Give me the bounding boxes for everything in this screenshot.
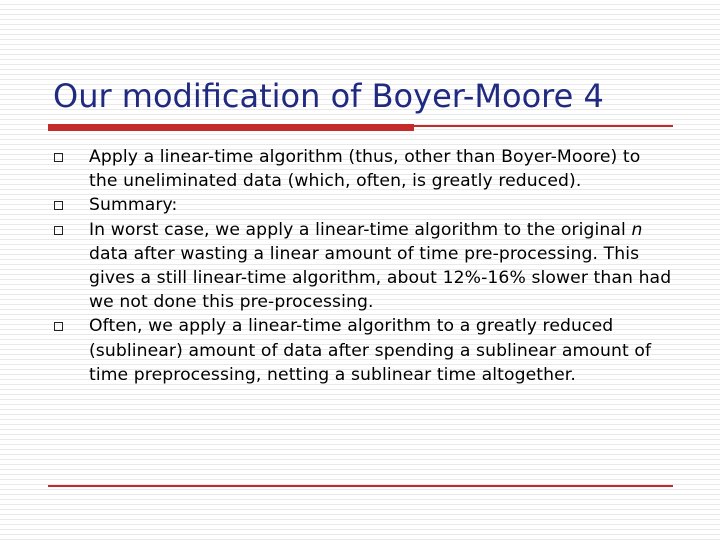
bullet-item xyxy=(54,218,674,315)
bullet-text-before: In worst case, we apply a linear-time algorithm to the original xyxy=(89,219,632,240)
bullet-item xyxy=(54,314,674,387)
slide-title: Our modification of Boyer-Moore 4 xyxy=(53,77,604,115)
bullet-text: Summary: xyxy=(89,195,178,216)
bullet-text: Often, we apply a linear-time algorithm to a greatly reduced (sublinear) amount of data after spending a sublinear amount of time preprocessing, netting a sublinear time altogether. xyxy=(89,316,652,385)
bullet-list xyxy=(54,145,674,387)
hollow-square-bullet-icon xyxy=(54,226,63,235)
bullet-text-after: data after wasting a linear amount of time pre-processing. This gives a still linear-time algorithm, about 12%-16% slower than had we not done this pre-processing. xyxy=(89,243,672,313)
bullet-italic-variable: n xyxy=(631,219,643,240)
footer-rule xyxy=(48,485,673,487)
bullet-item xyxy=(54,145,674,193)
hollow-square-bullet-icon xyxy=(54,153,63,162)
bullet-text: Apply a linear-time algorithm (thus, other than Boyer-Moore) to the uneliminated data (which, often, is greatly reduced). xyxy=(89,147,641,192)
hollow-square-bullet-icon xyxy=(54,322,63,331)
title-underline-thick xyxy=(48,124,414,131)
bullet-item xyxy=(54,193,674,217)
hollow-square-bullet-icon xyxy=(54,201,63,210)
